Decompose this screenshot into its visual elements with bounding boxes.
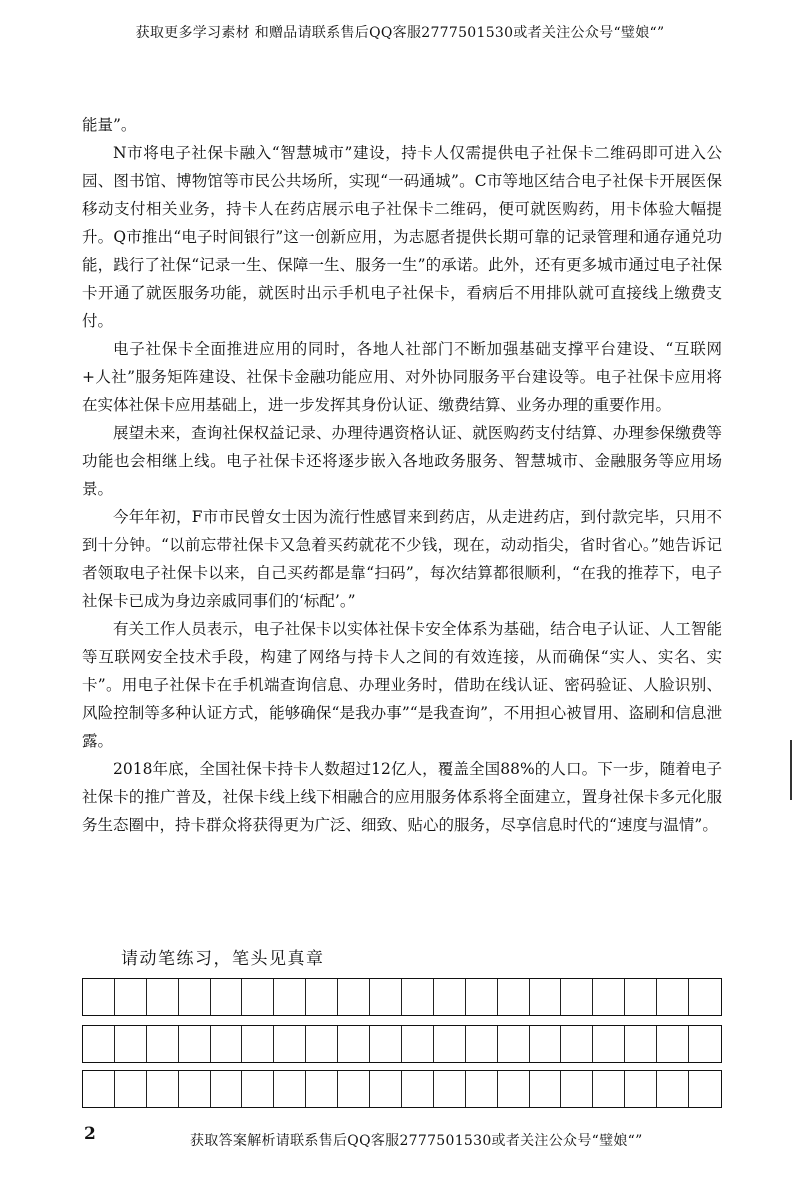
grid-cell[interactable] <box>370 1071 402 1107</box>
grid-cell[interactable] <box>593 979 625 1015</box>
grid-cell[interactable] <box>561 979 593 1015</box>
grid-cell[interactable] <box>434 979 466 1015</box>
grid-cell[interactable] <box>370 1026 402 1062</box>
grid-cell[interactable] <box>689 979 721 1015</box>
grid-cell[interactable] <box>83 1026 115 1062</box>
grid-cell[interactable] <box>434 1071 466 1107</box>
page-header: 获取更多学习素材 和赠品请联系售后QQ客服2777501530或者关注公众号“璧娘“” <box>135 25 665 41</box>
writing-grid-row-2[interactable] <box>82 1025 722 1063</box>
paragraph: 有关工作人员表示，电子社保卡以实体社保卡安全体系为基础，结合电子认证、人工智能等互联网安全技术手段，构建了网络与持卡人之间的有效连接，从而确保“实人、实名、实卡”。用电子社保卡在手机端查询信息、办理业务时，借助在线认证、密码验证、人脸识别、风险控制等多种认证方式，能够确保“是我办事”“是我查询”，不用担心被冒用、盗刷和信息泄露。 <box>82 620 722 750</box>
page-number: 2 <box>84 1124 96 1144</box>
writing-grid-row-3[interactable] <box>82 1070 722 1108</box>
grid-cell[interactable] <box>561 1071 593 1107</box>
grid-cell[interactable] <box>211 979 243 1015</box>
grid-cell[interactable] <box>593 1026 625 1062</box>
grid-cell[interactable] <box>498 1071 530 1107</box>
grid-cell[interactable] <box>530 1071 562 1107</box>
grid-cell[interactable] <box>689 1071 721 1107</box>
grid-cell[interactable] <box>83 979 115 1015</box>
paragraph: 2018年底，全国社保卡持卡人数超过12亿人，覆盖全国88%的人口。下一步，随着电子社保卡的推广普及，社保卡线上线下相融合的应用服务体系将全面建立，置身社保卡多元化服务生态圈中，持卡群众将获得更为广泛、细致、贴心的服务，尽享信息时代的“速度与温情”。 <box>82 760 722 834</box>
page-footer: 获取答案解析请联系售后QQ客服2777501530或者关注公众号“璧娘“” <box>190 1133 643 1149</box>
grid-cell[interactable] <box>306 979 338 1015</box>
grid-cell[interactable] <box>211 1071 243 1107</box>
grid-cell[interactable] <box>689 1026 721 1062</box>
grid-cell[interactable] <box>561 1026 593 1062</box>
grid-cell[interactable] <box>147 979 179 1015</box>
grid-cell[interactable] <box>498 979 530 1015</box>
grid-cell[interactable] <box>179 1071 211 1107</box>
grid-cell[interactable] <box>338 1026 370 1062</box>
grid-cell[interactable] <box>274 1026 306 1062</box>
grid-cell[interactable] <box>402 1071 434 1107</box>
grid-cell[interactable] <box>530 979 562 1015</box>
grid-cell[interactable] <box>115 979 147 1015</box>
grid-cell[interactable] <box>115 1071 147 1107</box>
practice-title: 请动笔练习，笔头见真章 <box>121 949 325 969</box>
paragraph: 电子社保卡全面推进应用的同时，各地人社部门不断加强基础支撑平台建设、“互联网+人社”服务矩阵建设、社保卡金融功能应用、对外协同服务平台建设等。电子社保卡应用将在实体社保卡应用基础上，进一步发挥其身份认证、缴费结算、业务办理的重要作用。 <box>82 340 722 414</box>
grid-cell[interactable] <box>211 1026 243 1062</box>
grid-cell[interactable] <box>242 1026 274 1062</box>
grid-cell[interactable] <box>274 1071 306 1107</box>
grid-cell[interactable] <box>530 1026 562 1062</box>
grid-cell[interactable] <box>179 979 211 1015</box>
grid-cell[interactable] <box>147 1026 179 1062</box>
grid-cell[interactable] <box>83 1071 115 1107</box>
grid-cell[interactable] <box>274 979 306 1015</box>
grid-cell[interactable] <box>306 1026 338 1062</box>
grid-cell[interactable] <box>625 1026 657 1062</box>
grid-cell[interactable] <box>402 979 434 1015</box>
grid-cell[interactable] <box>338 979 370 1015</box>
writing-grid-row-1[interactable] <box>82 978 722 1016</box>
grid-cell[interactable] <box>434 1026 466 1062</box>
paragraph: 展望未来，查询社保权益记录、办理待遇资格认证、就医购药支付结算、办理参保缴费等功能也会相继上线。电子社保卡还将逐步嵌入各地政务服务、智慧城市、金融服务等应用场景。 <box>82 424 722 498</box>
grid-cell[interactable] <box>625 1071 657 1107</box>
grid-cell[interactable] <box>657 1026 689 1062</box>
grid-cell[interactable] <box>147 1071 179 1107</box>
grid-cell[interactable] <box>306 1071 338 1107</box>
grid-cell[interactable] <box>625 979 657 1015</box>
grid-cell[interactable] <box>179 1026 211 1062</box>
grid-cell[interactable] <box>498 1026 530 1062</box>
grid-cell[interactable] <box>370 979 402 1015</box>
paragraph: N市将电子社保卡融入“智慧城市”建设，持卡人仅需提供电子社保卡二维码即可进入公园、图书馆、博物馆等市民公共场所，实现“一码通城”。C市等地区结合电子社保卡开展医保移动支付相关业务，持卡人在药店展示电子社保卡二维码，便可就医购药，用卡体验大幅提升。Q市推出“电子时间银行”这一创新应用，为志愿者提供长期可靠的记录管理和通存通兑功能，践行了社保“记录一生、保障一生、服务一生”的承诺。此外，还有更多城市通过电子社保卡开通了就医服务功能，就医时出示手机电子社保卡，看病后不用排队就可直接线上缴费支付。 <box>82 144 722 330</box>
grid-cell[interactable] <box>657 979 689 1015</box>
paragraph: 今年年初，F市市民曾女士因为流行性感冒来到药店，从走进药店，到付款完毕，只用不到十分钟。“以前忘带社保卡又急着买药就花不少钱，现在，动动指尖，省时省心。”她告诉记者领取电子社保卡以来，自己买药都是靠“扫码”，每次结算都很顺利，“在我的推荐下，电子社保卡已成为身边亲戚同事们的‘标配’。” <box>82 508 722 610</box>
grid-cell[interactable] <box>338 1071 370 1107</box>
grid-cell[interactable] <box>402 1026 434 1062</box>
grid-cell[interactable] <box>657 1071 689 1107</box>
grid-cell[interactable] <box>242 1071 274 1107</box>
grid-cell[interactable] <box>115 1026 147 1062</box>
paragraph: 能量”。 <box>82 116 137 134</box>
scan-edge-mark <box>790 740 792 800</box>
grid-cell[interactable] <box>466 1071 498 1107</box>
article-body <box>82 111 722 839</box>
grid-cell[interactable] <box>466 1026 498 1062</box>
grid-cell[interactable] <box>466 979 498 1015</box>
grid-cell[interactable] <box>593 1071 625 1107</box>
grid-cell[interactable] <box>242 979 274 1015</box>
